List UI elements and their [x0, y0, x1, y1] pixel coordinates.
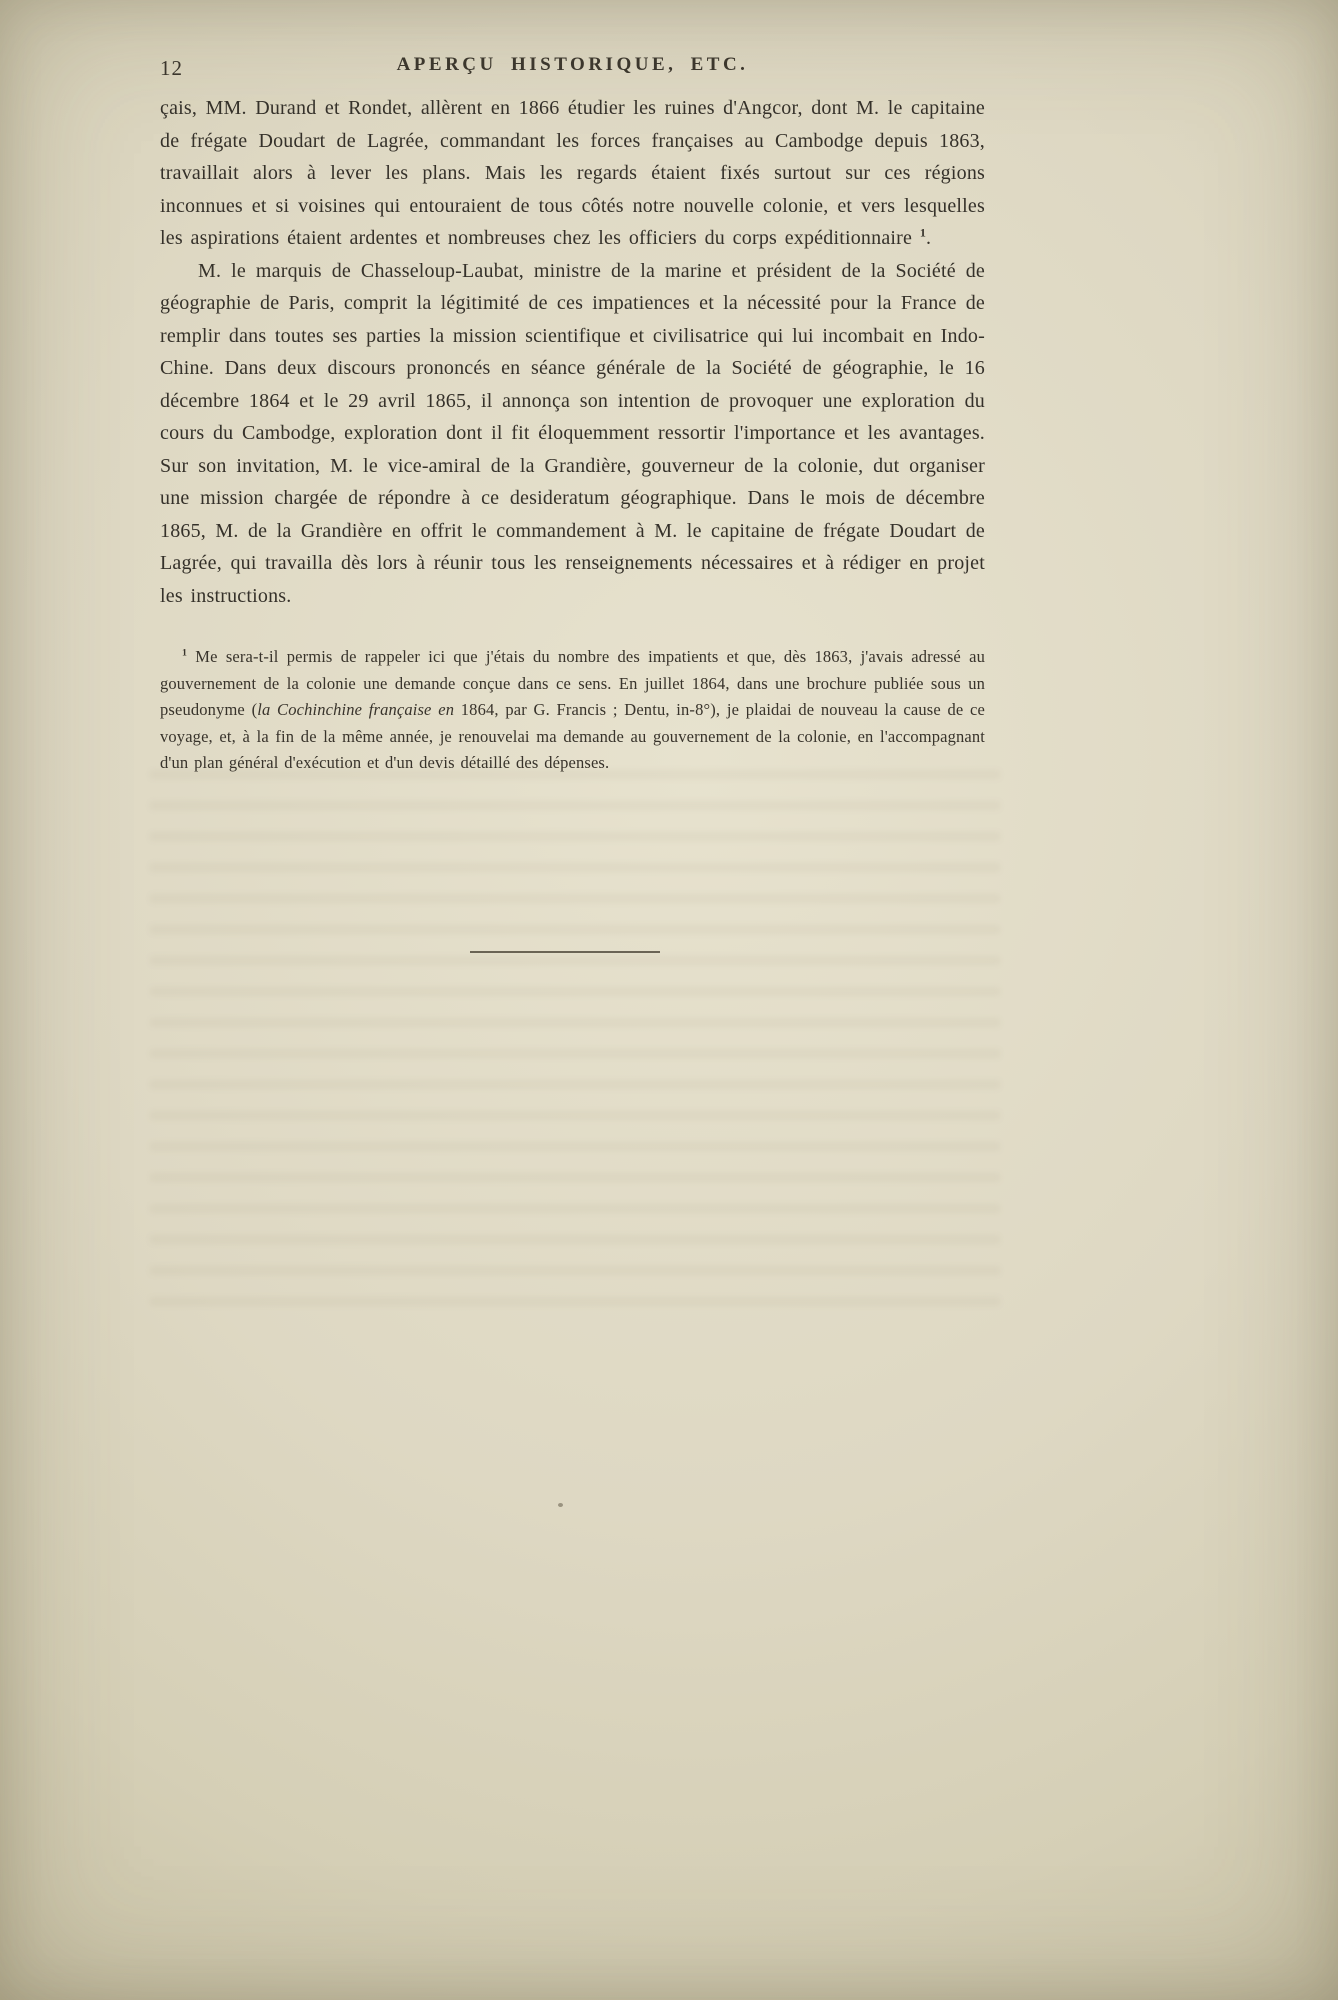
page-header: [160, 54, 985, 80]
footnote: [160, 644, 985, 777]
section-separator-rule: [470, 951, 660, 953]
reverse-side-bleedthrough: [150, 770, 1000, 1315]
paragraph-2-text: M. le marquis de Chasseloup-Laubat, ministre de la marine et président de la Société de géographie de Paris, comprit la légitimité de ces impatiences et la nécessité pour la France de remplir dans toutes ses parties la mission scientifique et civilisatrice qui lui incombait en Indo-Chine. Dans deux discours prononcés en séance générale de la Société de géographie, le 16 décembre 1864 et le 29 avril 1865, il annonça son intention de provoquer une exploration du cours du Cambodge, exploration dont il fit éloquemment ressortir l'importance et les avantages. Sur son invitation, M. le vice-amiral de la Grandière, gouverneur de la colonie, dut organiser une mission chargée de répondre à ce desideratum géographique. Dans le mois de décembre 1865, M. de la Grandière en offrit le commandement à M. le capitaine de frégate Doudart de Lagrée, qui travailla dès lors à réunir tous les renseignements nécessaires et à rédiger en projet les instructions.: [160, 259, 985, 607]
footnote-work-title: la Cochinchine française en: [257, 700, 455, 719]
ink-speck: [558, 1503, 563, 1507]
body-paragraph-1: [160, 92, 985, 255]
paragraph-1-text: çais, MM. Durand et Rondet, allèrent en 1866 étudier les ruines d'Angcor, dont M. le capitaine de frégate Doudart de Lagrée, commandant les forces françaises au Cambodge depuis 1863, travaillait alors à lever les plans. Mais les regards étaient fixés surtout sur ces régions inconnues et si voisines qui entouraient de tous côtés notre nouvelle colonie, et vers lesquelles les aspirations étaient ardentes et nombreuses chez les officiers du corps expéditionnaire: [160, 97, 985, 249]
paragraph-1-text-end: .: [926, 227, 932, 249]
body-paragraph-2: [160, 255, 985, 613]
page-number: 12: [160, 56, 183, 80]
footnote-marker: 1: [182, 647, 188, 659]
running-title: APERÇU HISTORIQUE, ETC.: [396, 54, 749, 75]
footnote-reference: 1: [919, 225, 927, 240]
footnote-text-continued: 1864, par G. Francis ; Dentu, in-8°), je plaidai de nouveau la cause de ce voyage, et, à la fin de la même année, je renouvelai ma demande au gouvernement de la colonie, en l'accompagnant d'un plan général d'exécution et d'un devis détaillé des dépenses.: [160, 700, 985, 772]
main-text-block: [160, 92, 985, 777]
footnote-text: Me sera-t-il permis de rappeler ici que j'étais du nombre des impatients et que, dès 1863, j'avais adressé au gouvernement de la colonie une demande conçue dans ce sens. En juillet 1864, dans une brochure publiée sous un pseudonyme (: [160, 647, 985, 719]
